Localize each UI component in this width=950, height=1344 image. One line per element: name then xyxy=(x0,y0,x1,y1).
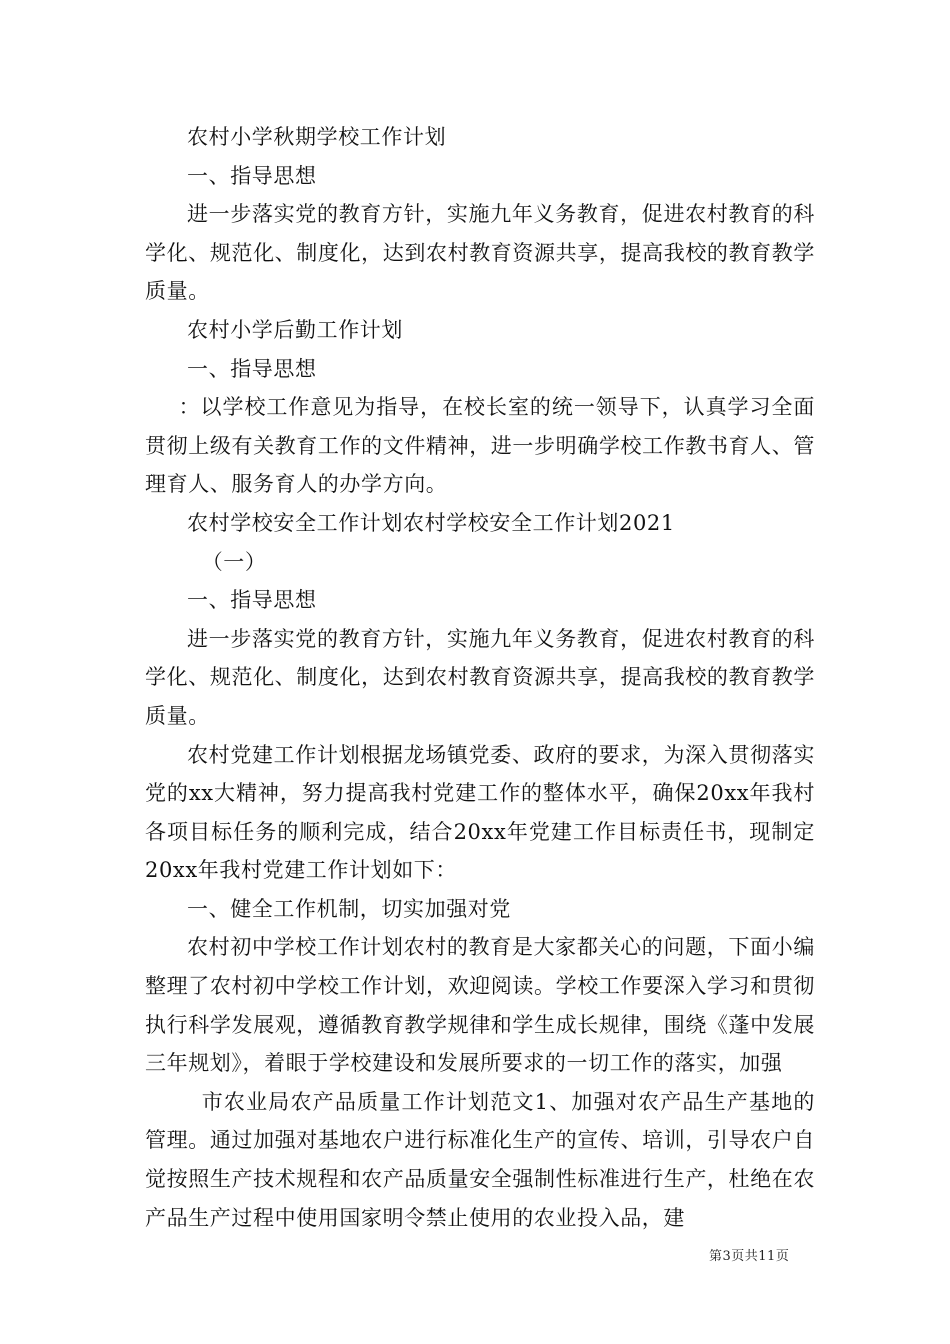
paragraph-middle-school-plan: 农村初中学校工作计划农村的教育是大家都关心的问题，下面小编整理了农村初中学校工作计划，欢迎阅读。学校工作要深入学习和贯彻执行科学发展观，遵循教育教学规律和学生成长规律，围绕《蓬中发展三年规划》，着眼于学校建设和发展所要求的一切工作的落实，加强 xyxy=(145,935,815,1076)
paragraph-party-plan: 农村党建工作计划根据龙场镇党委、政府的要求，为深入贯彻落实党的xx大精神，努力提高我村党建工作的整体水平，确保20xx年我村各项目标任务的顺利完成，结合20xx年党建工作目标责任书，现制定20xx年我村党建工作计划如下： xyxy=(145,742,815,883)
paragraph: 进一步落实党的教育方针，实施九年义务教育，促进农村教育的科学化、规范化、制度化，达到农村教育资源共享，提高我校的教育教学质量。 xyxy=(145,202,815,304)
subheading-number: （一） xyxy=(201,549,267,574)
heading-logistics-plan: 农村小学后勤工作计划 xyxy=(187,317,403,342)
heading-safety-plan: 农村学校安全工作计划农村学校安全工作计划2021 xyxy=(187,510,675,535)
paragraph-agriculture-plan: 市农业局农产品质量工作计划范文1、加强对农产品生产基地的管理。通过加强对基地农户进行标准化生产的宣传、培训，引导农户自觉按照生产技术规程和农产品质量安全强制性标准进行生产，杜绝在农产品生产过程中使用国家明令禁止使用的农业投入品，建 xyxy=(145,1089,815,1230)
section-heading: 一、指导思想 xyxy=(187,163,317,188)
section-heading: 一、指导思想 xyxy=(187,588,317,613)
heading-autumn-plan: 农村小学秋期学校工作计划 xyxy=(187,125,447,149)
paragraph: ：以学校工作意见为指导，在校长室的统一领导下，认真学习全面贯彻上级有关教育工作的文件精神，进一步明确学校工作教书育人、管理育人、服务育人的办学方向。 xyxy=(145,395,815,497)
section-heading: 一、指导思想 xyxy=(187,356,317,381)
page-number: 第3页共11页 xyxy=(709,1249,790,1264)
section-heading: 一、健全工作机制，切实加强对党 xyxy=(187,896,511,921)
document-body xyxy=(145,118,815,1237)
paragraph: 进一步落实党的教育方针，实施九年义务教育，促进农村教育的科学化、规范化、制度化，达到农村教育资源共享，提高我校的教育教学质量。 xyxy=(145,626,815,728)
